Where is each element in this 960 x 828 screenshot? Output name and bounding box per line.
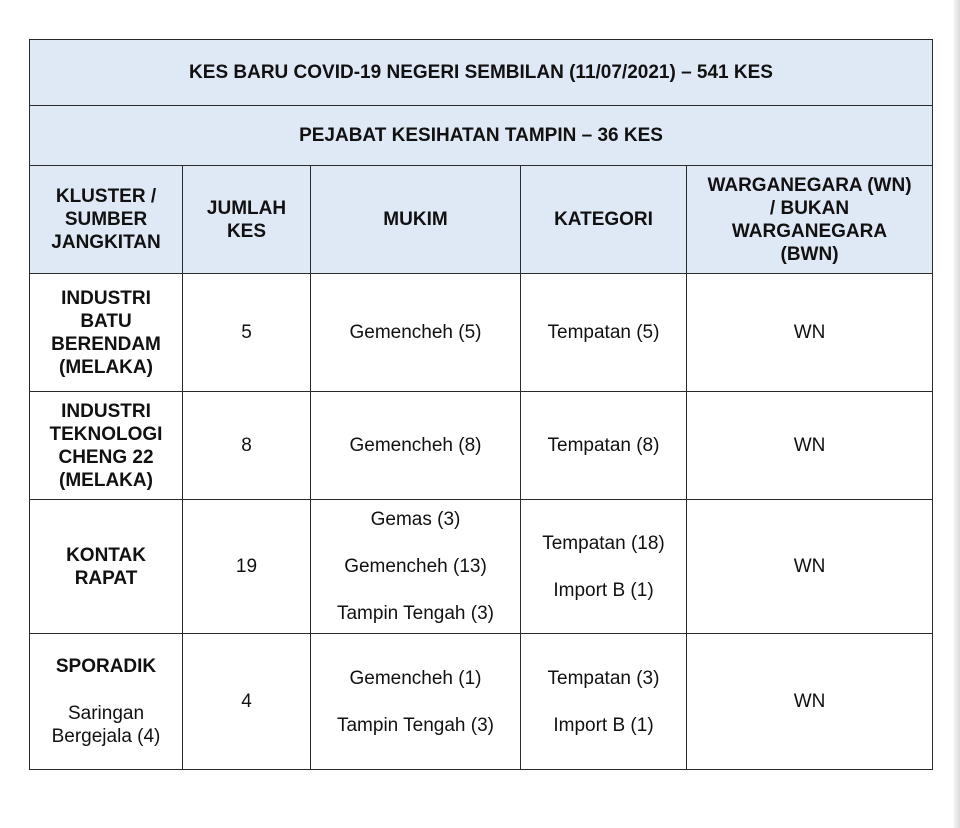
table-title: KES BARU COVID-19 NEGERI SEMBILAN (11/07/2021) – 541 KES: [30, 40, 933, 106]
cell-kategori: Tempatan (3) Import B (1): [521, 634, 687, 770]
table-row: [30, 392, 933, 500]
cell-wn: WN: [687, 634, 933, 770]
table-row: [30, 500, 933, 634]
table-row: [30, 634, 933, 770]
cell-kluster: SPORADIK Saringan Bergejala (4): [30, 634, 183, 770]
col-header-mukim: MUKIM: [311, 166, 521, 274]
cell-mukim: Gemencheh (5): [311, 274, 521, 392]
cell-kategori: Tempatan (18) Import B (1): [521, 500, 687, 634]
page-edge-shadow: [954, 0, 960, 828]
cell-jumlah: 4: [183, 634, 311, 770]
table-row: [30, 274, 933, 392]
cell-kluster: INDUSTRI TEKNOLOGI CHENG 22 (MELAKA): [30, 392, 183, 500]
cell-mukim: Gemencheh (1) Tampin Tengah (3): [311, 634, 521, 770]
cell-mukim: Gemas (3) Gemencheh (13) Tampin Tengah (3): [311, 500, 521, 634]
covid-case-table: [29, 39, 933, 770]
cell-mukim: Gemencheh (8): [311, 392, 521, 500]
cell-jumlah: 19: [183, 500, 311, 634]
col-header-kluster: KLUSTER / SUMBER JANGKITAN: [30, 166, 183, 274]
table-subtitle: PEJABAT KESIHATAN TAMPIN – 36 KES: [30, 106, 933, 166]
column-header-row: [30, 166, 933, 274]
cell-kluster: INDUSTRI BATU BERENDAM (MELAKA): [30, 274, 183, 392]
col-header-kategori: KATEGORI: [521, 166, 687, 274]
cell-kategori: Tempatan (8): [521, 392, 687, 500]
cell-jumlah: 8: [183, 392, 311, 500]
cell-kategori: Tempatan (5): [521, 274, 687, 392]
cell-wn: WN: [687, 274, 933, 392]
cell-wn: WN: [687, 392, 933, 500]
cell-wn: WN: [687, 500, 933, 634]
cell-kluster: KONTAK RAPAT: [30, 500, 183, 634]
col-header-wn: WARGANEGARA (WN) / BUKAN WARGANEGARA (BWN): [687, 166, 933, 274]
cell-jumlah: 5: [183, 274, 311, 392]
col-header-jumlah: JUMLAH KES: [183, 166, 311, 274]
